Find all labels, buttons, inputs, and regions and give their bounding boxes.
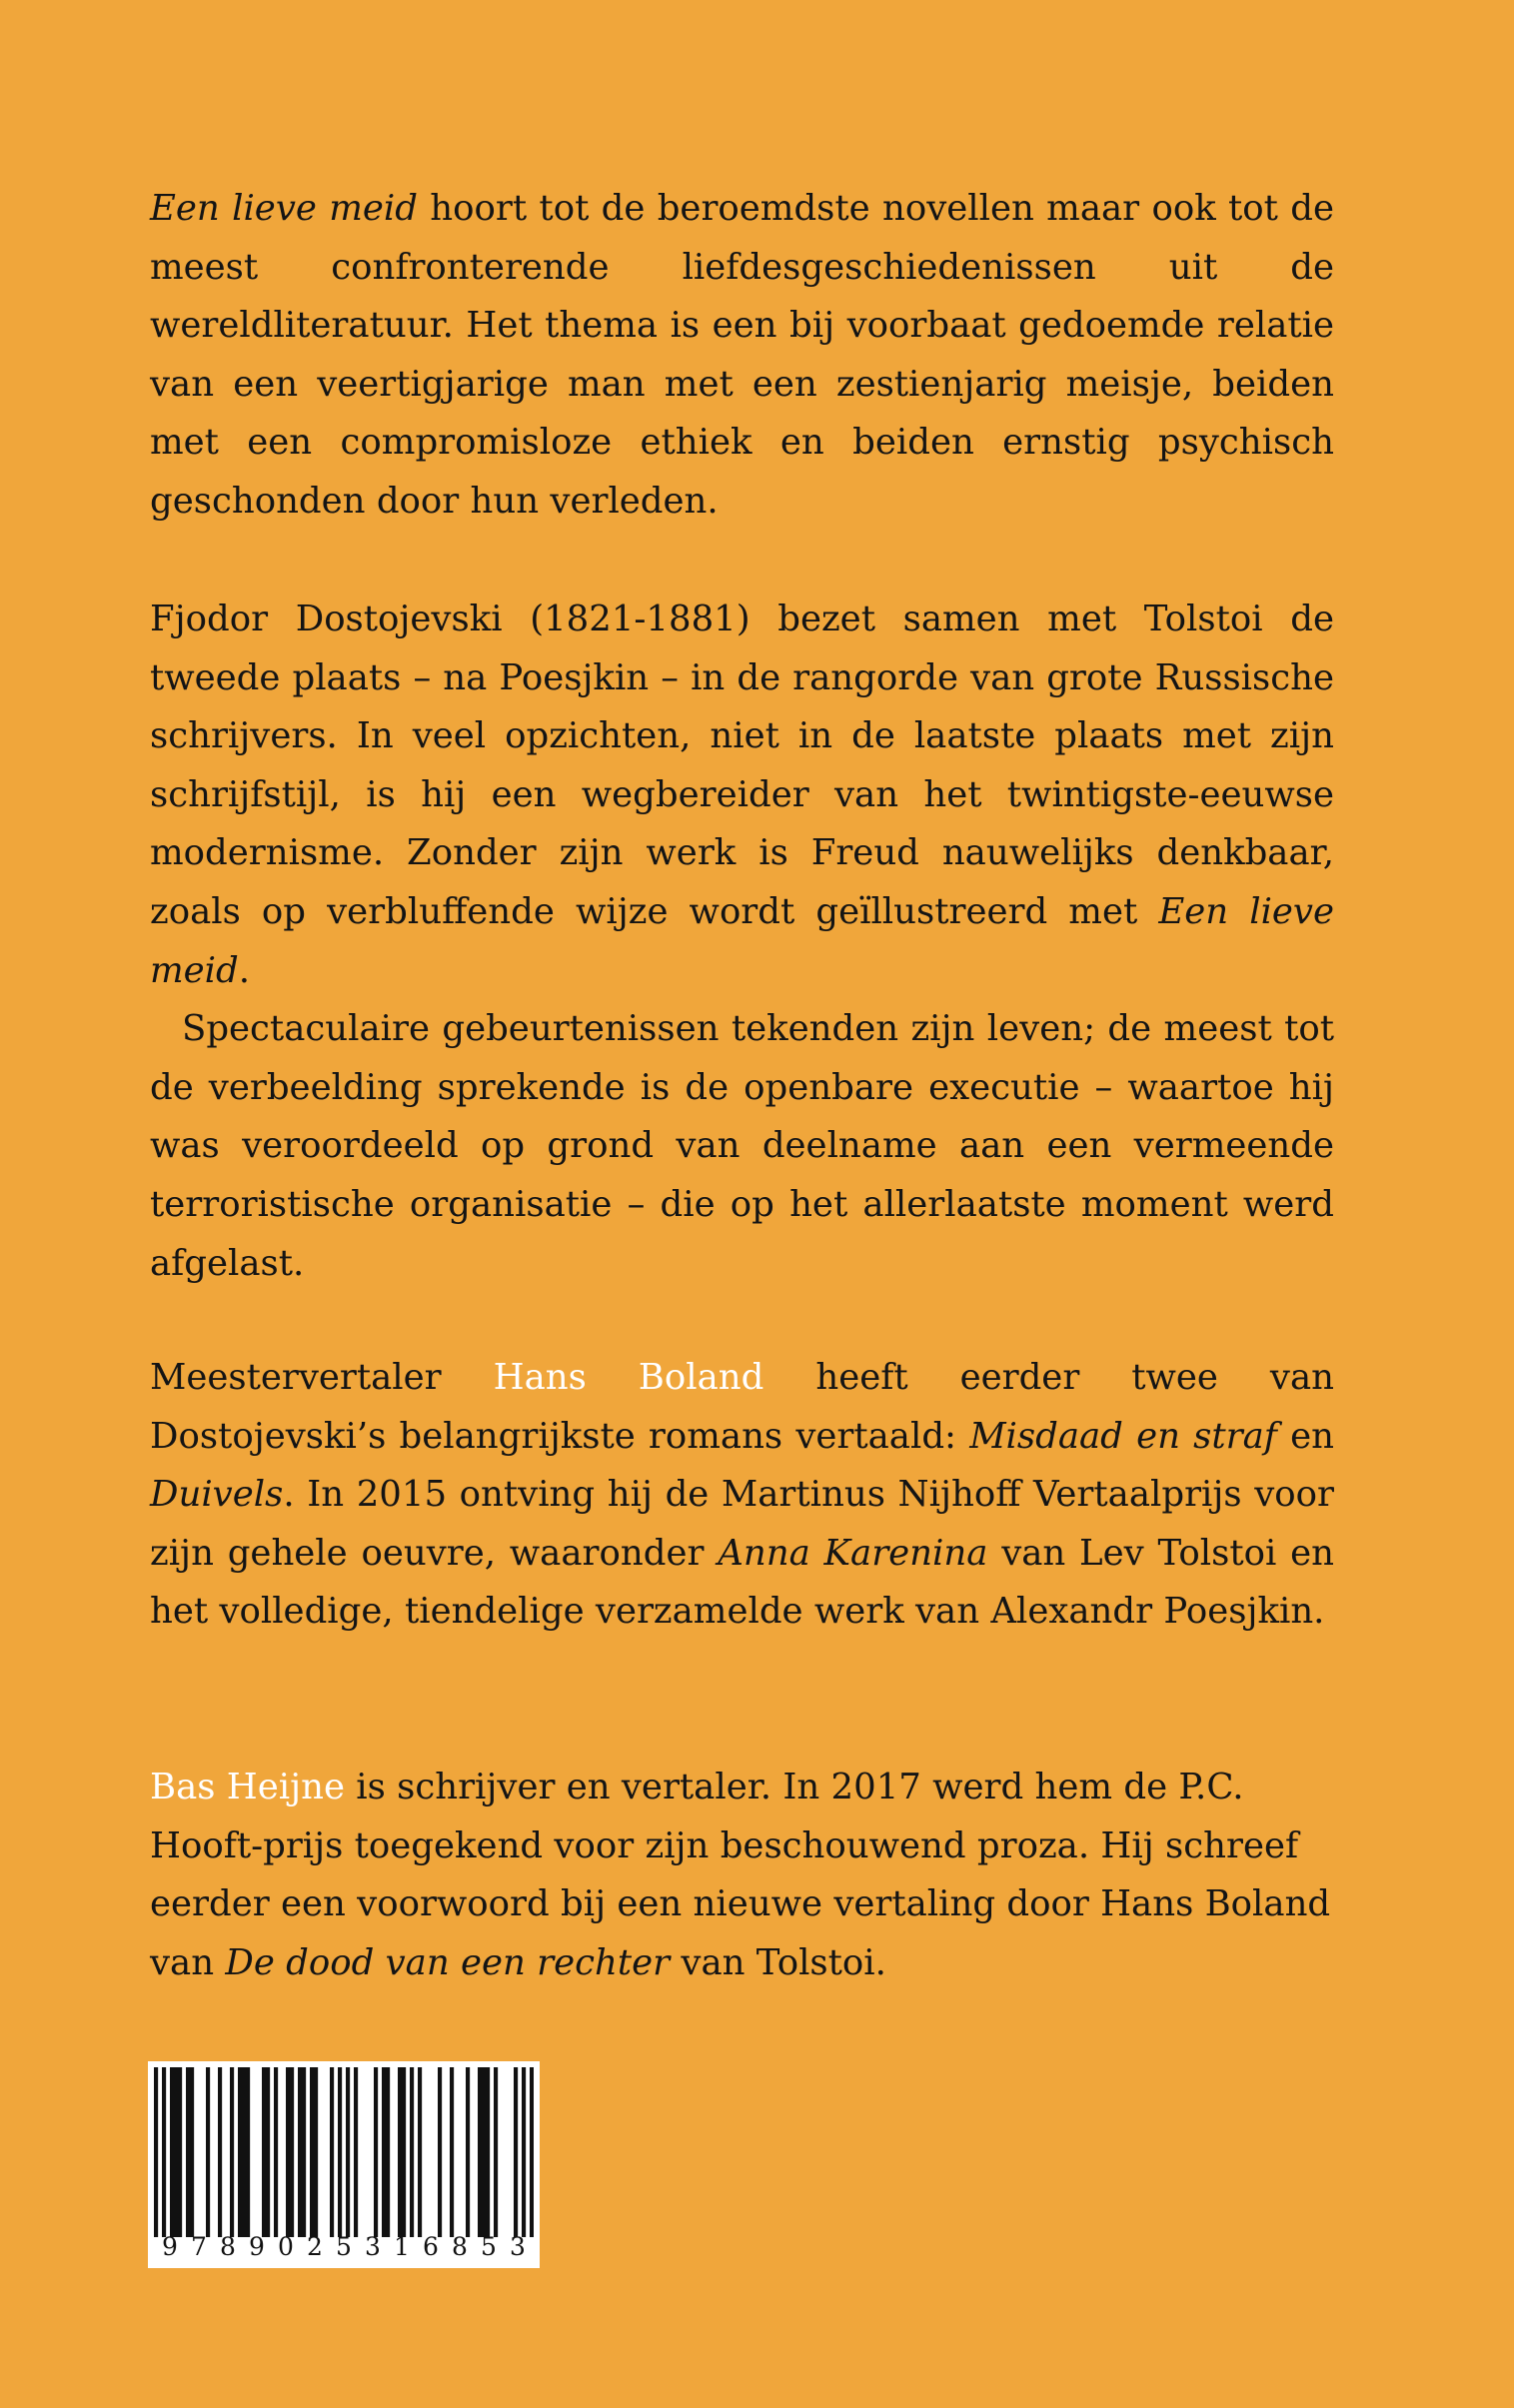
barcode-bar (186, 2067, 190, 2237)
barcode-bar (286, 2067, 290, 2237)
barcode-bar (290, 2067, 294, 2237)
barcode-digit: 6 (423, 2232, 439, 2261)
translator-text: heeft eerder twee van Dostojevski’s belangrijkste romans vertaald: (150, 1357, 1334, 1457)
barcode-digit: 7 (191, 2232, 207, 2261)
barcode-digit: 3 (365, 2232, 381, 2261)
barcode-digit: 1 (394, 2232, 410, 2261)
translator-text: . In 2015 ontving hij de Martinus Nijhoff Vertaalprijs voor zijn gehele oeuvre, waaronder (150, 1474, 1334, 1574)
barcode-bar (274, 2067, 278, 2237)
barcode-bar (246, 2067, 250, 2237)
barcode-digit: 5 (481, 2232, 497, 2261)
biography-paragraph: Spectaculaire gebeurtenissen tekenden zijn leven; de meest tot de verbeelding sprekende is de openbare executie – waartoe hij was veroordeeld op grond van deelname aan een vermeende terroristische organisatie – die op het allerlaatste moment werd afgelast. (150, 1008, 1334, 1284)
barcode-bar (314, 2067, 318, 2237)
barcode-bar (478, 2067, 482, 2237)
barcode-bar (154, 2067, 158, 2237)
blurb-text: hoort tot de beroemdste novellen maar ook tot de meest confronterende liefdesgeschiedenissen uit de wereldliteratuur. Het thema is een bij voorbaat gedoemde relatie van een veertigjarige man met een zestienjarig meisje, beiden met een compromisloze ethiek en beiden ernstig psychisch geschonden door hun verleden. (150, 188, 1334, 522)
barcode-digit: 9 (162, 2232, 178, 2261)
book-title: Duivels (150, 1474, 284, 1516)
barcode-bar (410, 2067, 414, 2237)
barcode-bar (170, 2067, 174, 2237)
barcode-bar (522, 2067, 526, 2237)
barcode-bar (486, 2067, 490, 2237)
barcode-bar (238, 2067, 242, 2237)
translator-paragraph (150, 1349, 1334, 1642)
barcode-bar (174, 2067, 178, 2237)
barcode-bars (154, 2067, 534, 2237)
isbn-barcode (148, 2061, 540, 2268)
barcode-bar (162, 2067, 166, 2237)
barcode-bar (466, 2067, 470, 2237)
barcode-bar (530, 2067, 534, 2237)
translator-text: Meestervertaler (150, 1357, 494, 1398)
barcode-bar (178, 2067, 182, 2237)
barcode-digit: 0 (278, 2232, 294, 2261)
translator-text: van Lev Tolstoi en het volledige, tiendelige verzamelde werk van Alexandr Poesjkin. (150, 1532, 1334, 1633)
translator-name: Hans Boland (493, 1357, 764, 1398)
barcode-bar (330, 2067, 334, 2237)
barcode-bar (398, 2067, 402, 2237)
barcode-bar (338, 2067, 342, 2237)
barcode-bar (386, 2067, 390, 2237)
foreword-author-paragraph (150, 1759, 1334, 1992)
author-paragraph (150, 591, 1334, 1000)
barcode-bar (242, 2067, 246, 2237)
barcode-bar (482, 2067, 486, 2237)
barcode-bar (374, 2067, 378, 2237)
barcode-bar (418, 2067, 422, 2237)
barcode-bar (354, 2067, 358, 2237)
foreword-author-name: Bas Heijne (150, 1767, 345, 1807)
author-section (150, 591, 1334, 1293)
barcode-bar (206, 2067, 210, 2237)
barcode-bar (310, 2067, 314, 2237)
blurb-paragraph-1 (150, 180, 1334, 532)
foreword-author-text: is schrijver en vertaler. In 2017 werd hem de P.C. Hooft-prijs toegekend voor zijn beschouwend proza. Hij schreef eerder een voorwoord bij een nieuwe vertaling door Hans Boland van (150, 1767, 1331, 1983)
barcode-digits (162, 2234, 526, 2259)
book-title: Een lieve meid (150, 188, 418, 229)
barcode-digit: 8 (220, 2232, 236, 2261)
barcode-digit: 3 (510, 2232, 526, 2261)
book-title: Anna Karenina (718, 1532, 988, 1574)
author-text: Fjodor Dostojevski (1821-1881) bezet samen met Tolstoi de tweede plaats – na Poesjkin – in de rangorde van grote Russische schrijvers. In veel opzichten, niet in de laatste plaats met zijn schrijfstijl, is hij een wegbereider van het twintigste-eeuwse modernisme. Zonder zijn werk is Freud nauwelijks denkbaar, zoals op verbluffende wijze wordt geïllustreerd met (150, 599, 1334, 932)
barcode-bar (190, 2067, 194, 2237)
barcode-bar (438, 2067, 442, 2237)
barcode-digit: 5 (336, 2232, 352, 2261)
barcode-bar (346, 2067, 350, 2237)
barcode-bar (298, 2067, 302, 2237)
barcode-bar (302, 2067, 306, 2237)
barcode-bar (514, 2067, 518, 2237)
translator-text: en (1276, 1415, 1334, 1457)
barcode-digit: 2 (307, 2232, 323, 2261)
barcode-digit: 9 (249, 2232, 265, 2261)
foreword-author-text: van Tolstoi. (670, 1941, 886, 1983)
book-title: Misdaad en straf (969, 1415, 1277, 1457)
barcode-bar (230, 2067, 234, 2237)
barcode-bar (494, 2067, 498, 2237)
barcode-bar (382, 2067, 386, 2237)
barcode-bar (262, 2067, 266, 2237)
book-title: Een lieve meid (150, 890, 1334, 991)
barcode-digit: 8 (452, 2232, 468, 2261)
barcode-bar (450, 2067, 454, 2237)
barcode-bar (266, 2067, 270, 2237)
barcode-bar (402, 2067, 406, 2237)
author-text-end: . (238, 949, 251, 991)
barcode-bar (218, 2067, 222, 2237)
book-title: De dood van een rechter (225, 1941, 671, 1983)
